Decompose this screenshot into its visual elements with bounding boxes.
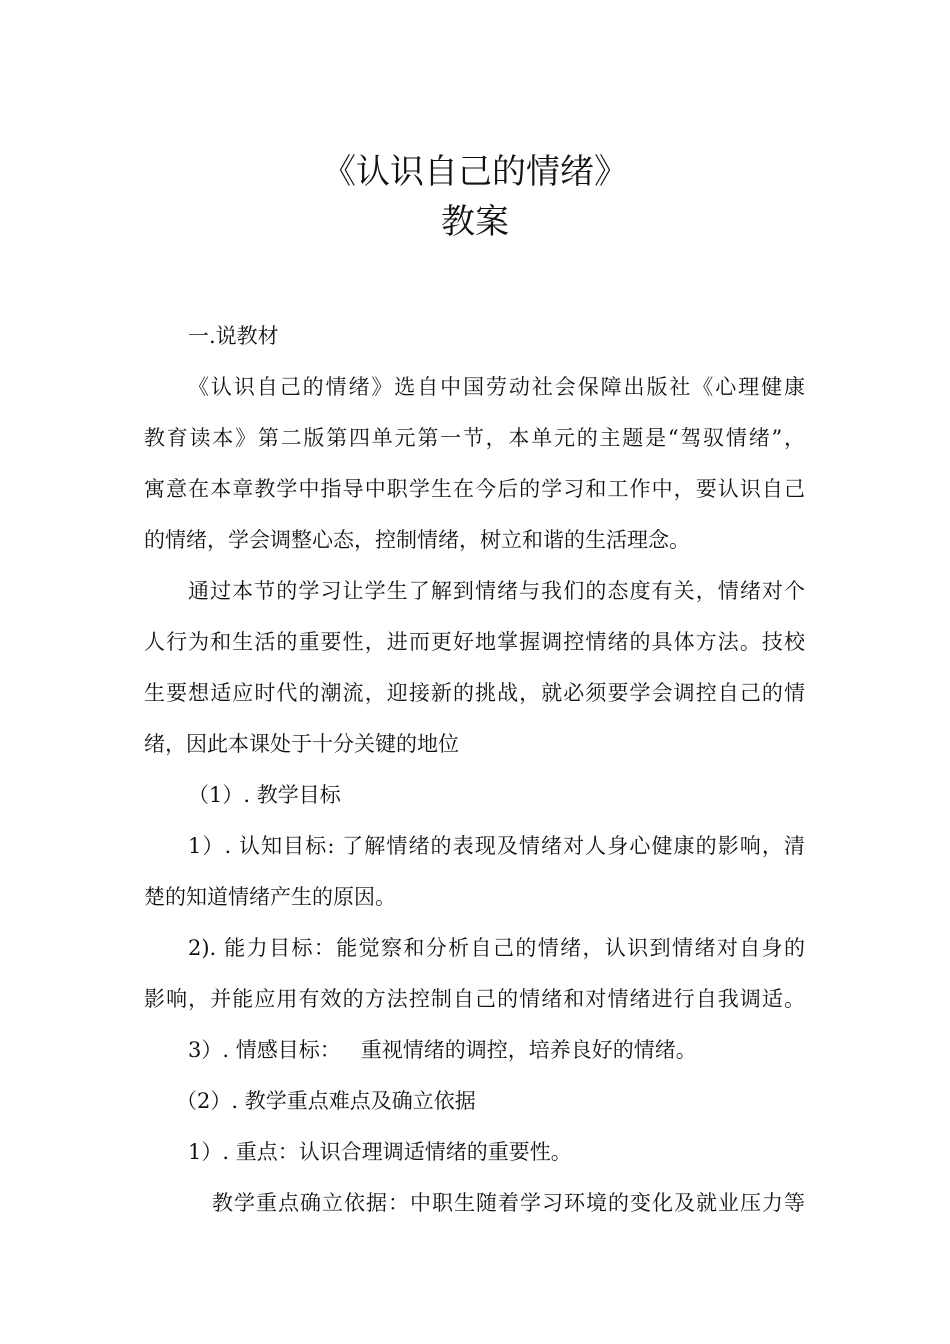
document-title: 《认识自己的情绪》	[322, 152, 628, 192]
subsection-heading: （1）. 教学目标	[188, 783, 341, 807]
goal-line: 1）. 认知目标: 了解情绪的表现及情绪对人身心健康的影响，清	[188, 834, 805, 858]
goal-line: 影响，并能应用有效的方法控制自己的情绪和对情绪进行自我调适。	[144, 987, 805, 1011]
subsection-heading: （2）. 教学重点难点及确立依据	[176, 1089, 476, 1113]
paragraph-line: 《认识自己的情绪》选自中国劳动社会保障出版社《心理健康	[188, 375, 805, 399]
document-subtitle: 教案	[441, 202, 509, 242]
goal-line: 3）. 情感目标： 重视情绪的调控，培养良好的情绪。	[188, 1038, 697, 1062]
paragraph-line: 绪，因此本课处于十分关键的地位	[144, 732, 459, 756]
paragraph-line: 生要想适应时代的潮流，迎接新的挑战，就必须要学会调控自己的情	[144, 681, 805, 705]
section-heading: 一.说教材	[188, 324, 279, 348]
paragraph-line: 人行为和生活的重要性，进而更好地掌握调控情绪的具体方法。技校	[144, 630, 805, 654]
paragraph-line: 寓意在本章教学中指导中职学生在今后的学习和工作中，要认识自己	[144, 477, 805, 501]
key-point-line: 1）. 重点：认识合理调适情绪的重要性。	[188, 1140, 572, 1164]
goal-line: 2). 能力目标：能觉察和分析自己的情绪，认识到情绪对自身的	[188, 936, 805, 960]
paragraph-line: 通过本节的学习让学生了解到情绪与我们的态度有关，情绪对个	[188, 579, 805, 603]
goal-line: 楚的知道情绪产生的原因。	[144, 885, 396, 909]
paragraph-line: 教育读本》第二版第四单元第一节，本单元的主题是“驾驭情绪”，	[144, 426, 805, 450]
paragraph-line: 的情绪，学会调整心态，控制情绪，树立和谐的生活理念。	[144, 528, 690, 552]
paragraph-line: 教学重点确立依据：中职生随着学习环境的变化及就业压力等	[212, 1191, 805, 1215]
